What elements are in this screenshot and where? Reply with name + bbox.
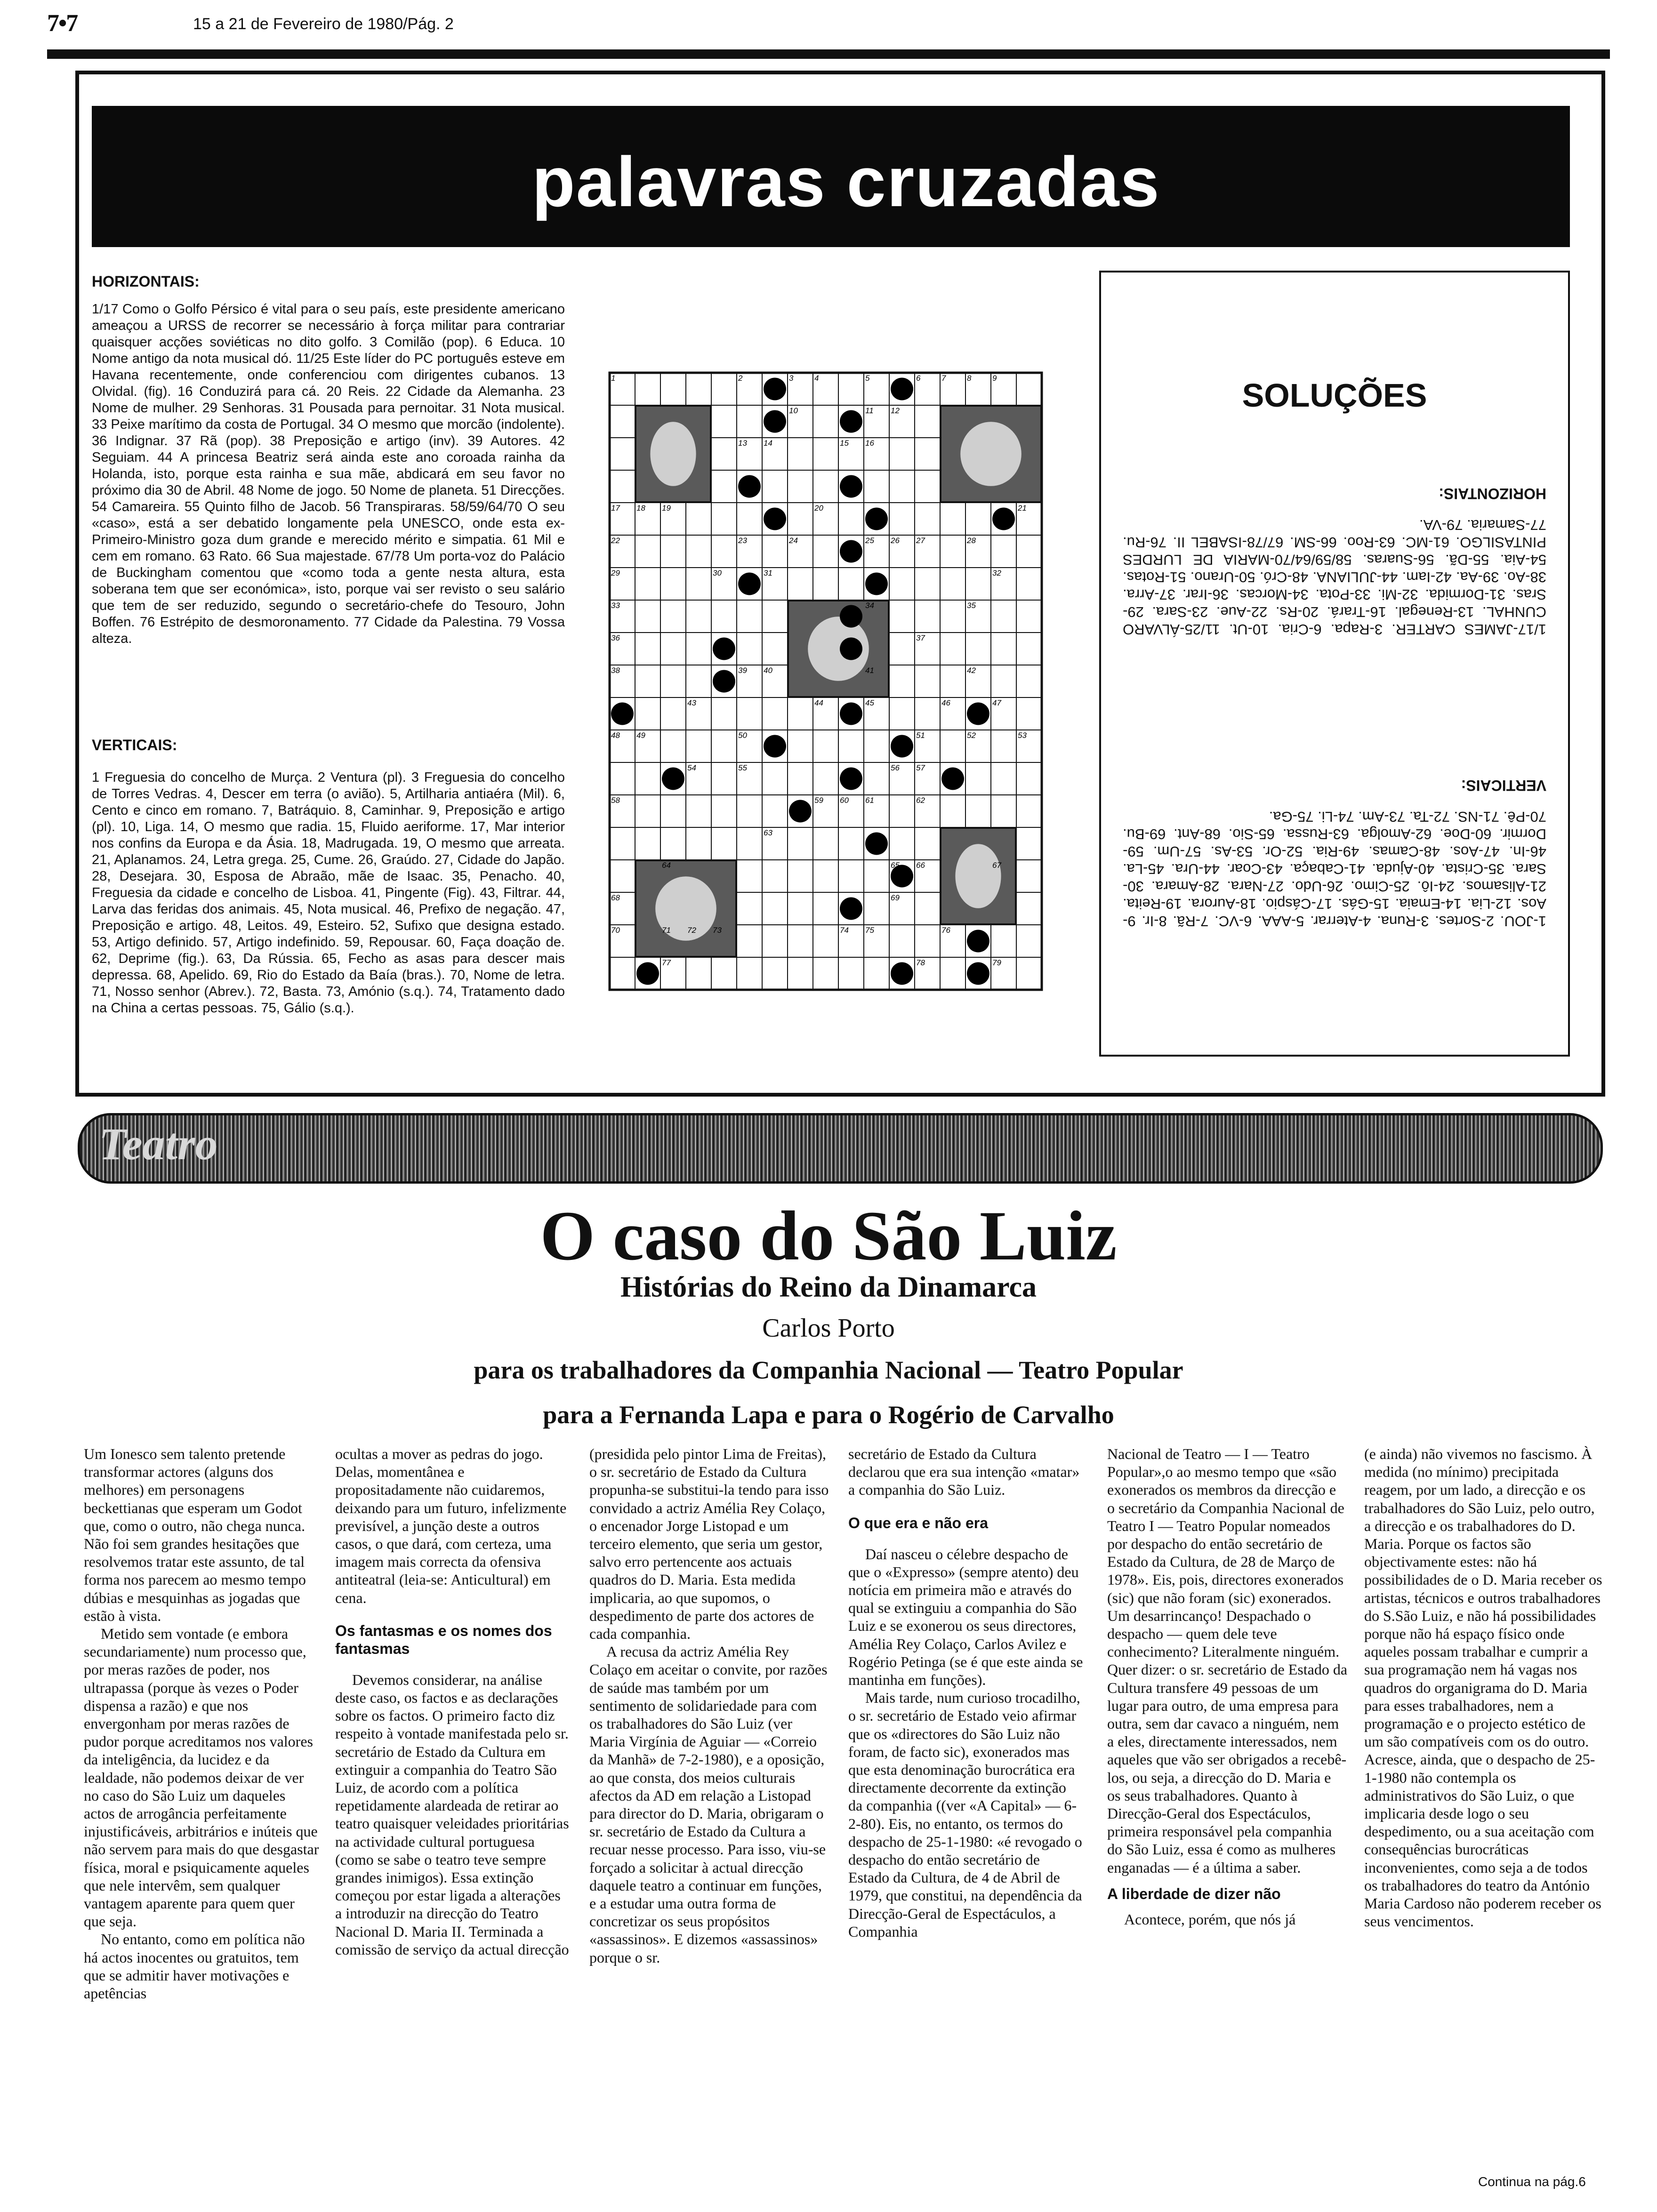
grid-number: 40 [764,666,772,675]
article-column-6 [1364,1445,1604,1930]
header-rule [47,49,1610,59]
black-square [865,833,888,855]
black-square [738,573,761,595]
article-subtitle: Histórias do Reino da Dinamarca [620,1271,1037,1303]
grid-number: 73 [713,926,722,935]
grid-number: 3 [789,374,794,383]
grid-number: 70 [611,926,620,935]
black-square [738,475,761,498]
grid-number: 42 [967,666,976,675]
grid-number: 4 [814,374,819,383]
black-square [840,605,862,628]
paragraph: No entanto, como em política não há actos inocentes ou gratuitos, tem que se admitir haver motivações e apetências [84,1931,305,2002]
grid-number: 36 [611,633,620,642]
black-square [789,800,812,823]
grid-number: 55 [738,763,747,772]
black-square [840,638,862,660]
grid-number: 19 [662,504,671,513]
article-column-2 [335,1445,571,1958]
black-square [840,475,862,498]
grid-number: 38 [611,666,620,675]
black-square [636,962,659,985]
grid-number: 31 [764,569,772,577]
paragraph: Devemos considerar, na análise deste caso, os factos e as declarações sobre os factos. O primeiro facto diz respeito à vontade manifestada pelo sr. secretário de Estado da Cultura em extinguir a companhia do Teatro São Luiz, de acordo com a política repetidamente alardeada de retirar ao teatro quaisquer veleidades prioritárias na actividade cultural portuguesa (como se sabe o teatro teve sempre grandes inimigos). Essa extinção começou por estar ligada a alterações a introduzir na direcção do Teatro Nacional D. Maria II. Terminada a comissão de serviço da actual direcção [335,1671,569,1958]
grid-number: 34 [865,601,874,610]
grid-number: 26 [891,536,900,545]
grid-number: 29 [611,569,620,577]
grid-number: 30 [713,569,722,577]
grid-number: 68 [611,893,620,902]
grid-number: 14 [764,439,772,448]
black-square [865,573,888,595]
black-square [967,703,989,725]
black-square [840,768,862,790]
grid-number: 20 [814,504,823,513]
paragraph: Mais tarde, num curioso trocadilho, o sr. secretário de Estado veio afirmar que os «directores do São Luiz não foram, de facto sic), exonerados mas que esta denominação burocrática era directamente decorrente da extinção da companhia ((ver «A Capital» — 6-2-80). Eis, no entanto, os termos do despacho de 25-1-1980: «é revogado o despacho do então secretário de Estado da Cultura, de 4 de Abril de 1979, que constitui, na dependência da Direcção-Geral de Espectáculos, a Companhia [848,1689,1082,1940]
crossword-title: palavras cruzadas [532,142,1160,221]
grid-number: 79 [992,958,1001,967]
paragraph: (presidida pelo pintor Lima de Freitas), o sr. secretário de Estado da Cultura propunha-se substitui-la tendo para isso convidado a actriz Amélia Rey Colaço, o encenador Jorge Listopad e um terceiro elemento, que seria um gestor, salvo erro pertencente aos actuais quadros do D. Maria. Esta medida implicaria, ao que supomos, o despedimento de parte dos actores de cada companhia. [589,1445,829,1643]
article-column-1 [84,1445,319,2002]
grid-number: 61 [865,796,874,805]
grid-number: 63 [764,828,772,837]
grid-number: 37 [916,633,925,642]
paragraph: Um Ionesco sem talento pretende transformar actores (alguns dos melhores) em personagens beckettianas que esperam um Godot que, como o outro, não chega nunca. Não foi sem grandes hesitações que resolvemos tratar este assunto, de tal forma nos parecem ao mesmo tempo dúbias e mesquinhas as jogadas que estão à vista. [84,1445,306,1624]
horizontais-clues: 1/17 Como o Golfo Pérsico é vital para o seu país, este presidente americano ameaçou a URSS de recorrer se necessário à força militar para contrariar quaisquer acções soviéticas no dito golfo. 3 Comilão (pop). 6 Educa. 10 Nome antigo da nota musical dó. 11/25 Este líder do PC português esteve em Havana recentemente, onde conferenciou com dirigentes cubanos. 13 Olvidal. (fig). 16 Conduzirá para cá. 20 Reis. 22 Cidade da Alemanha. 23 Nome de mulher. 29 Senhoras. 31 Pousada para pernoitar. 31 Nota musical. 33 Peixe marítimo da costa de Portugal. 34 O mesmo que morcão (indolente). 36 Indignar. 37 Rã (pop). 38 Preposição e artigo (inv). 39 Autores. 42 Seguiam. 44 A princesa Beatriz será ainda este ano coroada rainha da Holanda, isto, porque esta rainha e sua mãe, abdicará em seu favor no próximo dia 30 de Abril. 48 Nome de jogo. 50 Nome de planeta. 51 Direcções. 54 Camareira. 55 Quinto filho de Jacob. 56 Transpiraras. 58/59/64/70 O seu «caso», está a ser debatido longamente pela UNESCO, onde esta ex-Primeiro-Ministro goza dum grande e merecido mérito e simpatia. 61 Mil e cem em romano. 63 Rato. 66 Sua majestade. 67/78 Um porta-voz do Palácio de Buckingham comentou que «como toda a gente nesta altura, esta soberana tem que ser económica», isto, porque vai ser revisto o seu salário que tem de ser reduzido, segundo o secretário-chefe do Tesouro, John Boffen. 76 Estrépito de desmoronamento. 77 Cidade da Palestina. 79 Vossa alteza. [92,302,565,646]
grid-number: 2 [738,374,743,383]
grid-number: 77 [662,958,671,967]
grid-number: 67 [992,861,1001,870]
grid-number: 59 [814,796,823,805]
grid-number: 60 [840,796,849,805]
black-square [840,410,862,433]
grid-number: 5 [865,374,870,383]
grid-number: 27 [916,536,925,545]
solutions-horizontais-heading: HORIZONTAIS: [1439,485,1546,502]
grid-number: 25 [865,536,874,545]
grid-number: 46 [941,698,950,707]
black-square [840,703,862,725]
black-square [891,378,913,401]
grid-number: 8 [967,374,972,383]
paragraph: Daí nasceu o célebre despacho de que o «Expresso» (sempre atento) deu notícia em primeira mão e através do qual se extinguiu a companhia do São Luiz e se exonerou os seus directores, Amélia Rey Colaço, Carlos Avilez e Rogério Petinga (se é que este ainda se mantinha em funções). [848,1545,1083,1689]
grid-number: 58 [611,796,620,805]
black-square [865,508,888,530]
grid-number: 69 [891,893,900,902]
grid-number: 32 [992,569,1001,577]
section-banner [78,1113,1603,1184]
grid-number: 22 [611,536,620,545]
grid-number: 72 [687,926,696,935]
grid-number: 62 [916,796,925,805]
grid-number: 13 [738,439,747,448]
black-square [967,930,989,953]
black-square [941,768,964,790]
grid-number: 41 [865,666,874,675]
grid-number: 78 [916,958,925,967]
black-square [891,962,913,985]
grid-number: 56 [891,763,900,772]
paragraph: (e ainda) não vivemos no fascismo. À medida (no mínimo) precipitada reagem, por um lado, a direcção e os trabalhadores do São Luiz, pelo outro, a direcção e os trabalhadores do D. Maria. Porque os factos são objectivamente estes: não há possibilidades de o D. Maria receber os artistas, técnicos e outros trabalhadores do S.São Luiz, e não há possibilidades porque não há espaço físico onde aqueles possam trabalhar e cumprir a sua programação nem há vagas nos quadros do organigrama do D. Maria para esses trabalhadores, nem a programação e o projecto estético de um são compatíveis com os do outro. Acresce, ainda, que o despacho de 25-1-1980 não contempla os administrativos do São Luiz, o que implicaria desde logo o seu despedimento, ou a sua aceitação com consequências burocráticas inconvenientes, como seja a de todos os trabalhadores do teatro da António Maria Cardoso não poderem receber os seus vencimentos. [1364,1445,1602,1930]
paragraph: Metido sem vontade (e embora secundariamente) num processo que, por meras razões de poder, nos ultrapassa (porque às vezes o Poder dispensa a razão) e que nos envergonham por meras razões de pudor porque acreditamos nos valores da inteligência, da lucidez e da lealdade, não podemos deixar de ver no caso do São Luiz um daqueles actos de arrogância perfeitamente injustificáveis, arbitrários e inúteis que não servem para mais do que desgastar física, moral e psiquicamente aqueles que nele intervêm, sem qualquer vantagem aparente para quem quer que seja. [84,1625,319,1930]
grid-number: 12 [891,406,900,415]
grid-number: 15 [840,439,849,448]
grid-number: 65 [891,861,900,870]
grid-number: 48 [611,731,620,740]
solutions-horizontais-text: 1/17-JAMES CARTER. 3-Rapa. 6-Cria. 10-Ut. 11/25-ÁLVARO CUNHAL. 13-Renegal. 16-Trará. 20-Rs. 22-Aue. 23-Sara. 29-Sras. 31-Dormida. 32-Mi. 33-Pota. 34-Morcas. 36-Irar. 37-Arra. 38-Ao. 39-Aa. 42-Iam. 44-JULIANA. 48-Cró. 50-Urano. 51-Rotas. 54-Aia. 55-Dã. 56-Suaras. 58/59/64/70-MARIA DE LURDES PINTASILGO. 61-MC. 63-Roo. 66-SM. 67/78-ISABEL II. 76-Ru. 77-Samaria. 79-VA. [1123,517,1546,638]
solutions-title: SOLUÇÕES [1242,377,1427,414]
article-dedication: para os trabalhadores da Companhia Nacional — Teatro Popular [474,1356,1183,1384]
black-square [611,703,634,725]
grid-number: 64 [662,861,671,870]
solutions-verticais-text: 1-JOU. 2-Sortes. 3-Runa. 4-Aterrar. 5-AAA. 6-VC. 7-Rã. 8-Ir. 9-Aos. 12-Lia. 14-Emaia. 15-Gás. 17-Cáspio. 18-Aurora. 19-Reita. 21-Alisamos. 24-Iô. 25-Cimo. 26-Udo. 27-Nara. 28-Amara. 30-Sara. 35-Crista. 40-Ajuda. 41-Cabaça. 43-Coar. 44-Ura. 45-La. 46-In. 47-Aos. 48-Camas. 49-Ria. 52-Or. 53-As. 57-Um. 59-Dormir. 60-Doe. 62-Amolga. 63-Russa. 65-Sio. 68-Ant. 69-Bu. 70-Pê. 71-NS. 72-Ta. 73-Am. 74-Li. 75-Ga. [1123,809,1546,930]
grid-number: 53 [1018,731,1027,740]
black-square [764,378,786,401]
crossword-photo-face [650,422,696,486]
grid-number: 21 [1018,504,1027,513]
black-square [992,508,1015,530]
paragraph: Nacional de Teatro — I — Teatro Popular»,o ao mesmo tempo que «são exonerados os membros da direcção e o secretário da Companhia Nacional de Teatro I — Teatro Popular nomeados por despacho do então secretário de Estado da Cultura, de 28 de Março de 1978». Eis, pois, directores exonerados (sic) que não foram (sic) exonerados. Um desarrincanço! Despachado o despacho — quem dele teve conhecimento? Literalmente ninguém. Quer dizer: o sr. secretário de Estado da Cultura transfere 49 pessoas de um lugar para outro, de uma empresa para outra, sem dar cavaco a ninguém, nem a eles, directamente interessados, nem aqueles que vão ser obrigados a recebê-los, ou seja, a direcção do D. Maria e os seus trabalhadores. Quanto à Direcção-Geral dos Espectáculos, primeira responsável pela companhia do São Luiz, essa é como as mulheres enganadas — é a última a saber. [1107,1445,1348,1876]
subheading: A liberdade de dizer não [1107,1885,1281,1902]
paragraph: secretário de Estado da Cultura declarou que era sua intenção «matar» a companhia do São Luiz. [848,1445,1080,1499]
grid-number: 76 [941,926,950,935]
article-column-4 [848,1445,1084,1940]
black-square [764,508,786,530]
paragraph: A recusa da actriz Amélia Rey Colaço em aceitar o convite, por razões de saúde mas também por um sentimento de solidariedade para com os trabalhadores do São Luiz (ver Maria Virgínia de Aguiar — «Correio da Manhã» de 7-2-1980), e a oposição, ao que consta, dos meios culturais afectos da AD em relação a Listopad para director do D. Maria, obrigaram o sr. secretário de Estado da Cultura a recuar nesse processo. Para isso, viu-se forçado a solicitar à actual direcção daquele teatro a continuar em funções, e a estudar uma outra forma de concretizar os seus propósitos «assassinos». E dizemos «assassinos» porque o sr. [589,1643,828,1966]
newspaper-logo: 7•7 [47,10,78,37]
black-square [662,768,684,790]
grid-number: 44 [814,698,823,707]
grid-number: 24 [789,536,798,545]
continued-on-page: Continua na pág.6 [1478,2174,1586,2189]
article-author: Carlos Porto [762,1314,895,1343]
grid-number: 54 [687,763,696,772]
grid-number: 16 [865,439,874,448]
issue-date: 15 a 21 de Fevereiro de 1980/Pág. 2 [193,15,454,33]
solutions-verticais-heading: VERTICAIS: [1461,777,1546,794]
article-title: O caso do São Luiz [540,1197,1117,1275]
grid-number: 47 [992,698,1001,707]
grid-number: 50 [738,731,747,740]
grid-number: 17 [611,504,620,513]
black-square [713,638,735,660]
grid-number: 74 [840,926,849,935]
grid-number: 28 [967,536,976,545]
article-dedication: para a Fernanda Lapa e para o Rogério de Carvalho [543,1401,1114,1429]
grid-number: 33 [611,601,620,610]
grid-number: 49 [636,731,645,740]
grid-number: 52 [967,731,976,740]
paragraph: Acontece, porém, que nós já [1124,1910,1296,1928]
black-square [764,735,786,758]
subheading: Os fantasmas e os nomes dos fantasmas [335,1622,552,1657]
paragraph: ocultas a mover as pedras do jogo. Delas, momentânea e propositadamente não cuidaremos, deixando para um futuro, infelizmente previsível, a junção deste a outros casos, o que dará, com certeza, uma imagem mais correcta da ofensiva antiteatral (leia-se: Anticultural) em cena. [335,1445,567,1606]
solutions-horizontais [1123,485,1546,638]
grid-number: 18 [636,504,645,513]
black-square [840,540,862,563]
verticais-heading: VERTICAIS: [92,737,177,753]
grid-number: 75 [865,926,874,935]
black-square [764,410,786,433]
crossword-photo-face [960,422,1022,486]
crossword-grid [604,367,1070,1012]
grid-number: 71 [662,926,671,935]
grid-number: 51 [916,731,925,740]
article-column-5 [1107,1445,1347,1928]
section-banner-label: Teatro [99,1119,218,1169]
verticais-clues: 1 Freguesia do concelho de Murça. 2 Ventura (pl). 3 Freguesia do concelho de Torres Vedras. 4, Descer em terra (o avião). 5, Artilharia antiaéra (Mil). 6, Cento e cinco em romano. 7, Batráquio. 8, Caminhar. 9, Preposição e artigo (pl). 10, Liga. 14, O mesmo que radia. 15, Fluido aeriforme. 17, Mar interior nos confins da Europa e da Ásia. 18, Madrugada. 19, O mesmo que arreata. 21, Aplanamos. 24, Letra grega. 25, Cume. 26, Graúdo. 27, Cidade do Japão. 28, Desejara. 30, Esposa de Abraão, mãe de Isaac. 35, Penacho. 40, Freguesia da cidade e concelho de Lisboa. 41, Pingente (Fig). 43, Filtrar. 44, Larva das feridas dos animais. 45, Nota musical. 46, Prefixo de negação. 47, Preposição e artigo. 48, Leitos. 49, Esteiro. 52, Sufixo que designa estado. 53, Artigo definido. 57, Artigo indefinido. 59, Repousar. 60, Faça doação de. 62, Deprime (fig.). 63, Da Rússia. 65, Fecho as asas para descer mais depressa. 68, Apelido. 69, Rio do Estado da Baía (bras.). 70, Nome de letra. 71, Nosso senhor (Abrev.). 72, Basta. 73, Amónio (s.q.). 74, Tratamento dado na China a certas pessoas. 75, Gálio (s.q.). [92,770,565,1016]
black-square [891,735,913,758]
grid-number: 45 [865,698,874,707]
grid-number: 66 [916,861,925,870]
grid-number: 1 [611,374,616,383]
grid-number: 35 [967,601,976,610]
solutions-verticais [1123,777,1546,930]
grid-number: 39 [738,666,747,675]
grid-number: 11 [865,406,874,415]
grid-number: 10 [789,406,798,415]
grid-number: 6 [916,374,921,383]
grid-number: 43 [687,698,696,707]
black-square [713,670,735,693]
grid-number: 7 [941,374,946,383]
black-square [840,898,862,920]
article-column-3 [589,1445,829,1966]
grid-number: 23 [738,536,747,545]
horizontais-heading: HORIZONTAIS: [92,273,200,290]
black-square [967,962,989,985]
grid-number: 9 [992,374,997,383]
grid-number: 57 [916,763,925,772]
crossword-photo-face [955,844,1001,908]
subheading: O que era e não era [848,1514,989,1531]
